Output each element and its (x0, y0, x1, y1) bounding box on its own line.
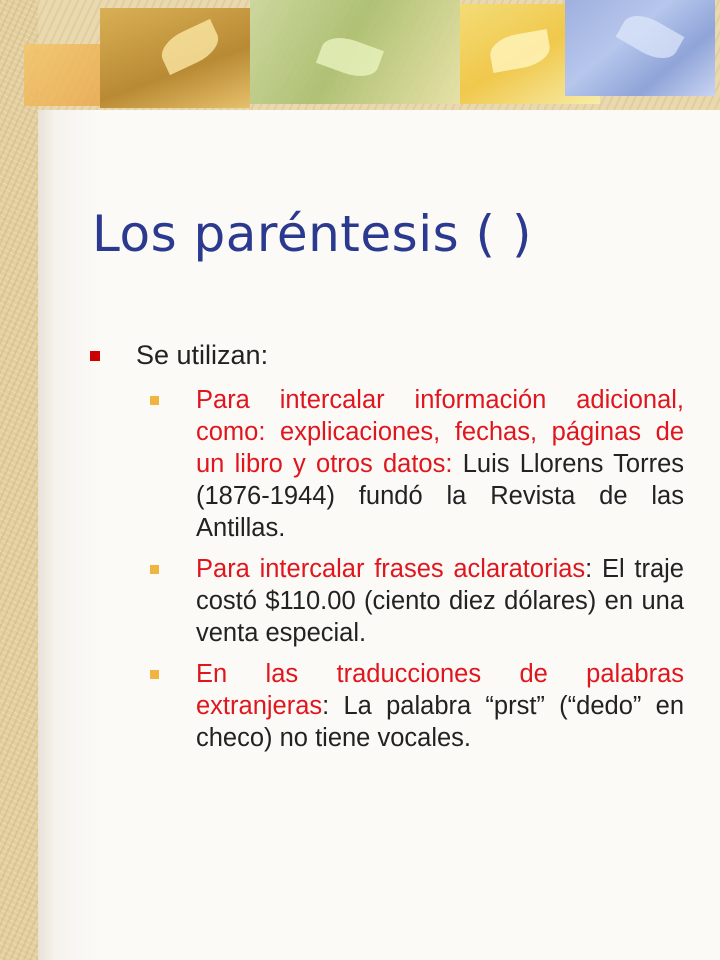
rule-text: Para intercalar información adicional, como: explicaciones, fechas, páginas de un libro y otros datos: (196, 386, 684, 478)
example-text: : La palabra “prst” (“dedo” en checo) no tiene vocales. (196, 692, 684, 752)
bullet-list (150, 384, 684, 763)
intro-text: Se utilizan: (136, 340, 269, 370)
example-text: Luis Llorens Torres (1876-1944) fundó la Revista de las Antillas. (196, 450, 684, 542)
example-text: : El traje costó $110.00 (ciento diez dólares) en una venta especial. (196, 555, 684, 647)
slide-title: Los paréntesis ( ) (92, 205, 532, 263)
square-bullet-icon (150, 565, 159, 574)
intro-line (90, 340, 268, 371)
rule-text: Para intercalar frases aclaratorias (196, 555, 586, 583)
square-bullet-icon (150, 670, 159, 679)
list-item (150, 658, 684, 754)
list-item (150, 553, 684, 649)
left-texture-strip (0, 0, 38, 960)
rule-text: En las traducciones de palabras extranjeras (196, 660, 684, 720)
square-bullet-icon (90, 351, 100, 361)
list-item (150, 384, 684, 544)
header-collage-image (20, 0, 720, 112)
square-bullet-icon (150, 396, 159, 405)
